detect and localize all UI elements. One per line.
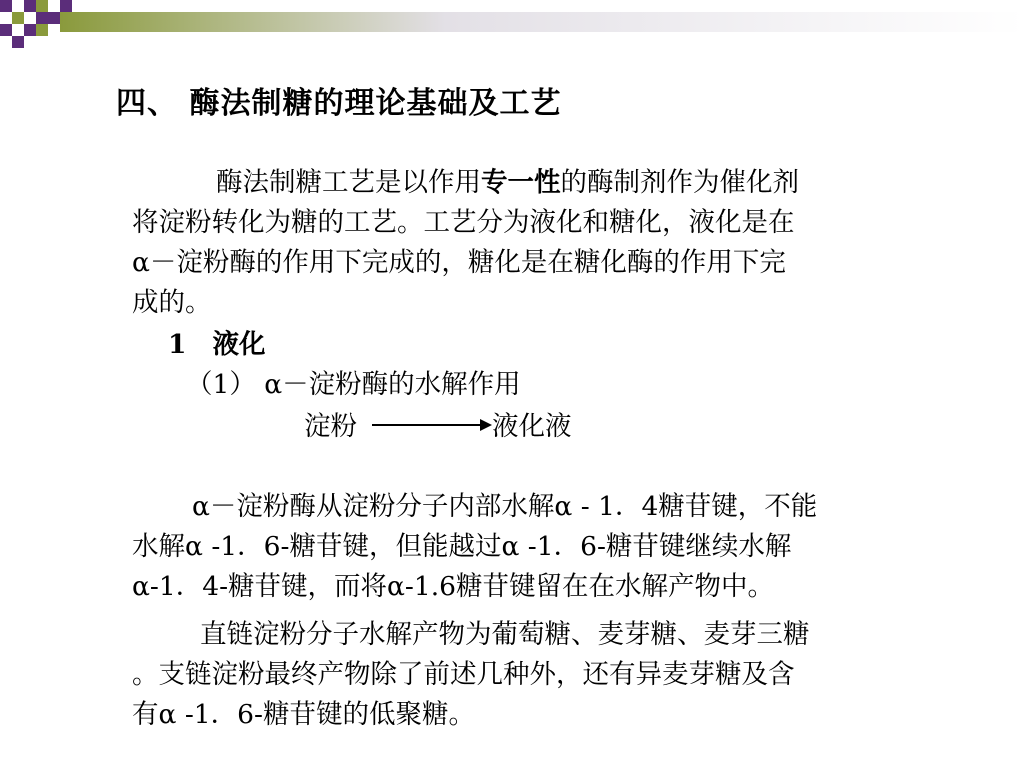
reaction-reactant: 淀粉 <box>304 411 357 442</box>
checker-pattern-icon <box>0 0 80 50</box>
paragraph2-line1: α－淀粉酶从淀粉分子内部水解α - 1．4糖苷键，不能 <box>192 491 818 522</box>
header-decoration <box>0 0 1024 50</box>
paragraph2-line3: α-1．4-糖苷键，而将α-1.6糖苷键留在在水解产物中。 <box>132 571 775 602</box>
header-gradient-bar <box>60 12 1024 32</box>
paragraph3-line2: 。支链淀粉最终产物除了前述几种外，还有异麦芽糖及含 <box>132 659 795 690</box>
section-heading <box>168 322 265 361</box>
slide-title: 四、 酶法制糖的理论基础及工艺 <box>116 86 562 121</box>
paragraph1-line4: 成的。 <box>132 287 212 318</box>
subsection-label: （1） α－淀粉酶的水解作用 <box>186 369 521 400</box>
reaction-product: 液化液 <box>492 411 572 442</box>
paragraph1-line1-part2: 的酶制剂作为催化剂 <box>560 167 799 198</box>
paragraph3-line3: 有α -1．6-糖苷键的低聚糖。 <box>132 699 475 730</box>
paragraph1-line3: α－淀粉酶的作用下完成的，糖化是在糖化酶的作用下完 <box>132 247 786 278</box>
reaction-arrow-line <box>372 424 486 426</box>
reaction-arrow-icon <box>480 419 492 431</box>
paragraph1-line1 <box>216 160 799 199</box>
paragraph2-line2: 水解α -1．6-糖苷键，但能越过α -1．6-糖苷键继续水解 <box>132 531 792 562</box>
section-number: 1 <box>168 329 187 360</box>
section-heading-text: 液化 <box>212 329 266 360</box>
paragraph1-line1-part1: 酶法制糖工艺是以作用 <box>216 167 481 198</box>
paragraph3-line1: 直链淀粉分子水解产物为葡萄糖、麦芽糖、麦芽三糖 <box>200 619 810 650</box>
emphasis-specificity: 专一性 <box>481 167 561 198</box>
paragraph1-line2: 将淀粉转化为糖的工艺。工艺分为液化和糖化，液化是在 <box>132 207 795 238</box>
